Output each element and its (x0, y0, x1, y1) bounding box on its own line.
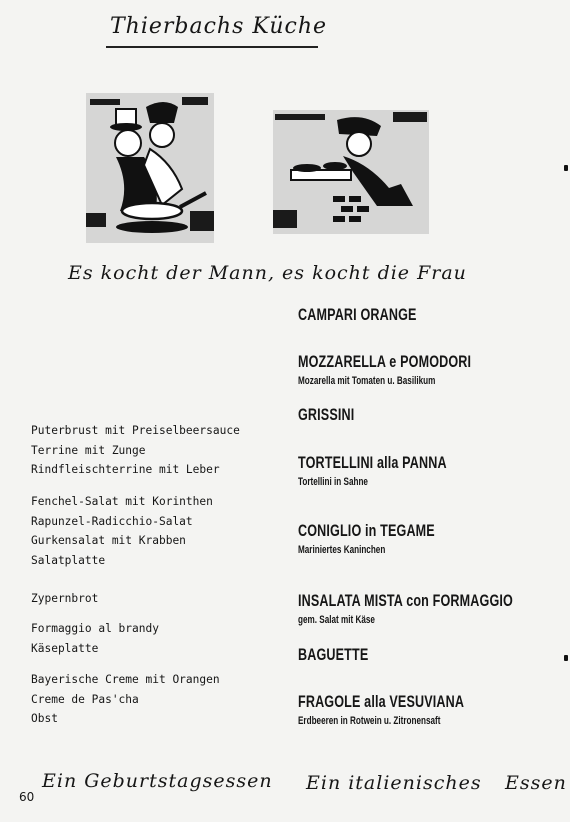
italian-menu-item (298, 352, 532, 387)
cook-woman-illustration-icon (273, 110, 429, 234)
menu-item: Creme de Pas'cha (31, 692, 139, 706)
italian-menu-item (298, 521, 483, 556)
dish-description: Tortellini in Sahne (298, 476, 368, 488)
italian-menu-item (298, 453, 499, 488)
title-underline (106, 46, 318, 48)
birthday-menu-group-desserts (31, 670, 220, 729)
page-title: Thierbachs Küche (110, 14, 328, 39)
menu-item: Käseplatte (31, 641, 99, 655)
italian-menu-item (298, 405, 374, 425)
dish-name: TORTELLINI alla PANNA (298, 453, 447, 472)
birthday-menu-group-starters (31, 421, 240, 480)
birthday-menu-label: Ein Geburtstagsessen (42, 770, 273, 792)
dish-name: GRISSINI (298, 405, 355, 424)
dish-name: CAMPARI ORANGE (298, 305, 417, 324)
menu-item: Obst (31, 712, 58, 726)
birthday-menu-group-cheese (31, 619, 159, 658)
menu-item: Fenchel-Salat mit Korinthen (31, 495, 213, 508)
dish-name: CONIGLIO in TEGAME (298, 521, 435, 540)
binder-hole-mark (564, 165, 568, 171)
dish-description: Mozarella mit Tomaten u. Basilikum (298, 375, 436, 387)
italian-menu-item (298, 305, 458, 325)
menu-item: Puterbrust mit Preiselbeersauce (31, 424, 240, 437)
birthday-menu-group-salads (31, 492, 213, 570)
menu-item: Terrine mit Zunge (31, 443, 146, 457)
menu-item: Rindfleischterrine mit Leber (31, 463, 220, 477)
menu-item: Zypernbrot (31, 592, 99, 605)
italian-menu-item (298, 692, 523, 727)
italian-menu-item (298, 645, 393, 665)
menu-item: Rapunzel-Radicchio-Salat (31, 514, 193, 528)
birthday-menu-group-bread (31, 589, 98, 609)
dish-name: INSALATA MISTA con FORMAGGIO (298, 591, 513, 610)
menu-item: Salatplatte (31, 553, 106, 567)
italian-menu-label-end: Essen (505, 772, 567, 794)
binder-hole-mark (564, 655, 568, 661)
page-number: 60 (19, 790, 35, 804)
dish-name: BAGUETTE (298, 645, 369, 664)
italian-menu-label: Ein italienisches (306, 772, 482, 794)
italian-menu-item (298, 591, 570, 626)
dish-name: FRAGOLE alla VESUVIANA (298, 692, 465, 711)
dish-name: MOZZARELLA e POMODORI (298, 352, 472, 371)
dish-description: Mariniertes Kaninchen (298, 544, 386, 556)
dish-description: Erdbeeren in Rotwein u. Zitronensaft (298, 715, 441, 727)
menu-item: Formaggio al brandy (31, 622, 159, 635)
menu-item: Bayerische Creme mit Orangen (31, 673, 220, 686)
cook-man-illustration-icon (86, 93, 214, 243)
menu-item: Gurkensalat mit Krabben (31, 534, 186, 548)
dish-description: gem. Salat mit Käse (298, 614, 375, 626)
illustration-caption: Es kocht der Mann, es kocht die Frau (68, 262, 467, 284)
